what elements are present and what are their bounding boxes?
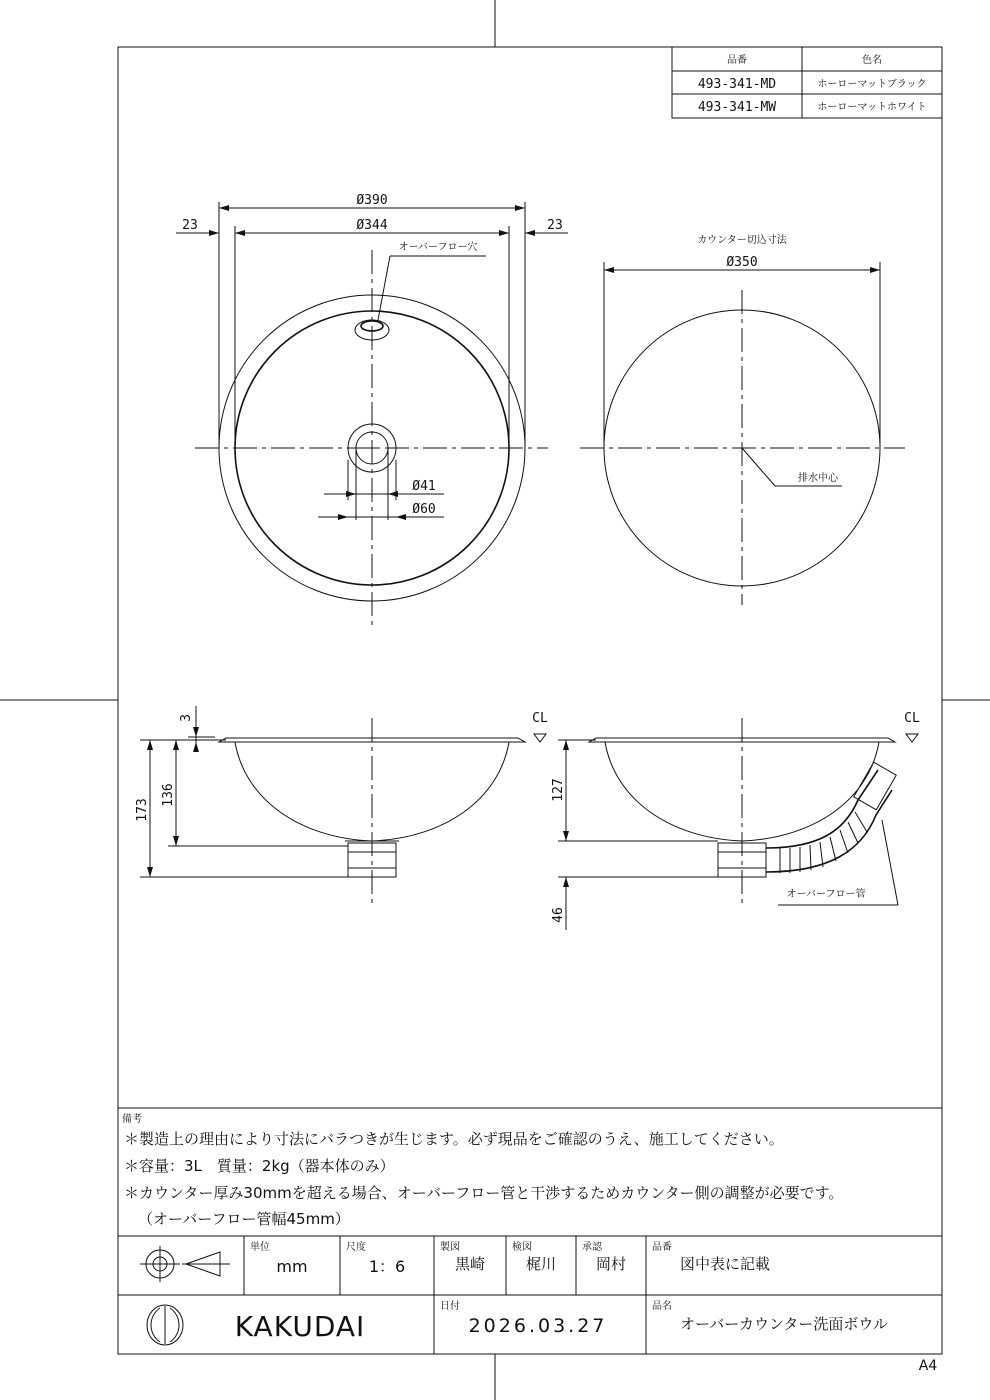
part-no-value: 図中表に記載 [680, 1255, 771, 1273]
sheet-size: A4 [918, 1358, 938, 1374]
dim-drain-large: Ø60 [412, 502, 436, 517]
parts-table-row-part-no: 493-341-MD [697, 77, 777, 92]
note-line: （オーバーフロー管幅45mm） [138, 1210, 350, 1228]
note-line: ＊容量：3L 質量：2kg（器本体のみ） [124, 1157, 395, 1175]
drawn-value: 黒崎 [454, 1255, 486, 1273]
checked-value: 梶川 [525, 1255, 557, 1273]
label-drain-center: 排水中心 [798, 473, 838, 484]
parts-table [672, 47, 942, 118]
label-overflow-pipe: オーバーフロー管 [786, 889, 866, 900]
approved-label: 承認 [582, 1242, 602, 1253]
scale-label: 尺度 [346, 1242, 366, 1253]
dim-inner-diameter: Ø344 [356, 218, 388, 233]
drawn-label: 製図 [440, 1242, 460, 1253]
dim-136: 136 [161, 783, 176, 807]
cutout-title: カウンター切込寸法 [697, 235, 787, 246]
part-no-label: 品番 [652, 1242, 672, 1253]
unit-value: mm [276, 1257, 308, 1276]
side-view-right [551, 711, 920, 930]
date-label: 日付 [440, 1301, 460, 1312]
side-view-left [135, 706, 548, 903]
notes-heading: 備考 [122, 1114, 142, 1125]
brand-name: KAKUDAI [234, 1310, 366, 1343]
approved-value: 岡村 [595, 1255, 627, 1273]
top-view [176, 193, 568, 625]
name-value: オーバーカウンター洗面ボウル [680, 1315, 888, 1333]
dim-rim-left: 23 [182, 218, 198, 233]
dim-rim-right: 23 [547, 218, 563, 233]
parts-table-row-color: ホーローマットブラック [817, 79, 927, 90]
dim-173: 173 [135, 798, 150, 822]
dim-outer-diameter: Ø390 [356, 193, 388, 208]
dim-127: 127 [551, 778, 566, 802]
unit-label: 単位 [250, 1242, 270, 1253]
cl-marker-left: CL [532, 711, 548, 726]
dim-3: 3 [179, 714, 194, 722]
checked-label: 検図 [512, 1242, 532, 1253]
cl-marker-right: CL [904, 711, 920, 726]
title-block [118, 1236, 942, 1354]
note-line: ＊製造上の理由により寸法にバラつきが生じます。必ず現品をご確認のうえ、施工してください。 [124, 1130, 784, 1148]
cutout-view [580, 233, 905, 605]
third-angle-projection-icon [140, 1246, 230, 1282]
overflow-pipe [766, 770, 878, 848]
dim-drain-small: Ø41 [412, 479, 436, 494]
name-label: 品名 [652, 1301, 672, 1312]
notes [122, 1112, 843, 1228]
parts-table-header-part-no: 品番 [727, 55, 747, 66]
dim-46: 46 [551, 907, 566, 923]
date-value: 2026.03.27 [468, 1315, 608, 1337]
parts-table-row-color: ホーローマットホワイト [817, 102, 927, 113]
kakudai-logo [147, 1305, 365, 1345]
label-overflow-hole: オーバーフロー穴 [398, 242, 478, 253]
scale-value: 1：6 [368, 1257, 406, 1276]
parts-table-row-part-no: 493-341-MW [697, 100, 777, 115]
dim-cutout-diameter: Ø350 [726, 255, 758, 270]
overflow-fitting [854, 762, 897, 810]
parts-table-header-color: 色名 [862, 55, 882, 66]
note-line: ＊カウンター厚み30mmを超える場合、オーバーフロー管と干渉するためカウンター側の調整が必要です。 [124, 1184, 844, 1202]
